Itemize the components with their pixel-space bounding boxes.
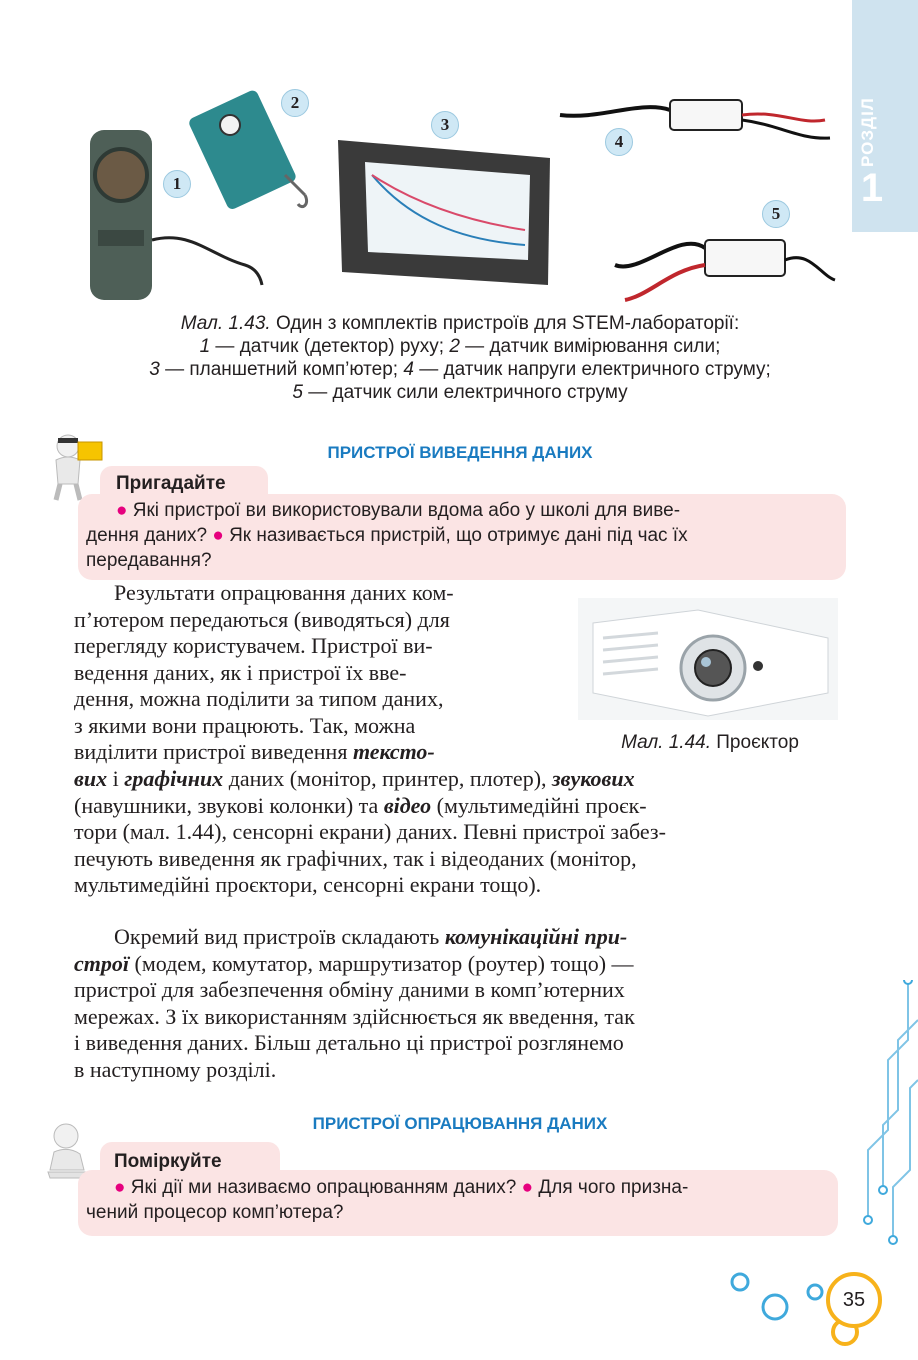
chapter-tab-word: РОЗДІЛ	[858, 97, 877, 167]
section-heading-processing: ПРИСТРОЇ ОПРАЦЮВАННЯ ДАНИХ	[312, 1114, 608, 1133]
figure-badge-5: 5	[762, 200, 790, 228]
paragraph-communication-devices: Окремий вид пристроїв складають комунікаційні при- строї (модем, комутатор, маршрутизатор (роутер) тощо) — пристрої для забезпечення обміну даними в комп’ютерних мережах. З їх використанням здійснюється як введення, так і виведення даних. Більш детально ці пристрої розглянемо в наступному розділі.	[74, 924, 635, 1082]
chapter-tab-number: 1	[860, 166, 884, 210]
voltage-sensor-image	[560, 100, 830, 138]
tablet-computer-image	[338, 140, 550, 285]
projector-image	[578, 598, 838, 720]
paragraph-output-devices-narrow: Результати опрацювання даних ком- п’ютером передаються (виводяться) для перегляду користувачем. Пристрої ви- ведення даних, як і пристрої їх вве- дення, можна поділити за типом даних, з якими вони працюють. Так, можна виділити пристрої виведення тексто-	[74, 580, 454, 764]
page-number: 35	[826, 1272, 882, 1328]
figure-badge-1: 1	[163, 170, 191, 198]
think-questions: ● Які дії ми називаємо опрацюванням даних? ● Для чого призна- чений процесор комп’ютера?	[86, 1177, 689, 1223]
remember-label: Пригадайте	[116, 473, 226, 494]
current-sensor-image	[615, 240, 835, 300]
figure-caption-1-44: Мал. 1.44. Проєктор	[621, 732, 799, 753]
reading-character-icon	[48, 432, 104, 502]
figure-badge-4: 4	[605, 128, 633, 156]
remember-questions: ● Які пристрої ви використовували вдома або у школі для виве- дення даних? ● Як називається пристрій, що отримує дані під час їх передавання?	[86, 500, 688, 571]
paragraph-output-devices-wide: вих і графічних даних (монітор, принтер, плотер), звукових (навушники, звукові колонки) та відео (мультимедійні проєк- тори (мал. 1.44), сенсорні екрани) даних. Певні пристрої забез- печують виведення як графічних, так і відеоданих (монітор, мультимедійні проєктори, сенсорні екрани тощо).	[74, 766, 666, 897]
figure-badge-3: 3	[431, 111, 459, 139]
circuit-decoration	[838, 980, 918, 1260]
figure-caption-1-43: Мал. 1.43. Один з комплектів пристроїв для STEM-лабораторії: 1 — датчик (детектор) руху; 2 — датчик вимірювання сили; 3 — планшетний комп’ютер; 4 — датчик напруги електричного струму; 5 — датчик сили електричного струму	[149, 313, 771, 403]
figure-badge-2: 2	[281, 89, 309, 117]
section-heading-output: ПРИСТРОЇ ВИВЕДЕННЯ ДАНИХ	[327, 443, 593, 462]
stem-devices-illustration	[80, 80, 840, 305]
think-label: Поміркуйте	[114, 1151, 222, 1172]
